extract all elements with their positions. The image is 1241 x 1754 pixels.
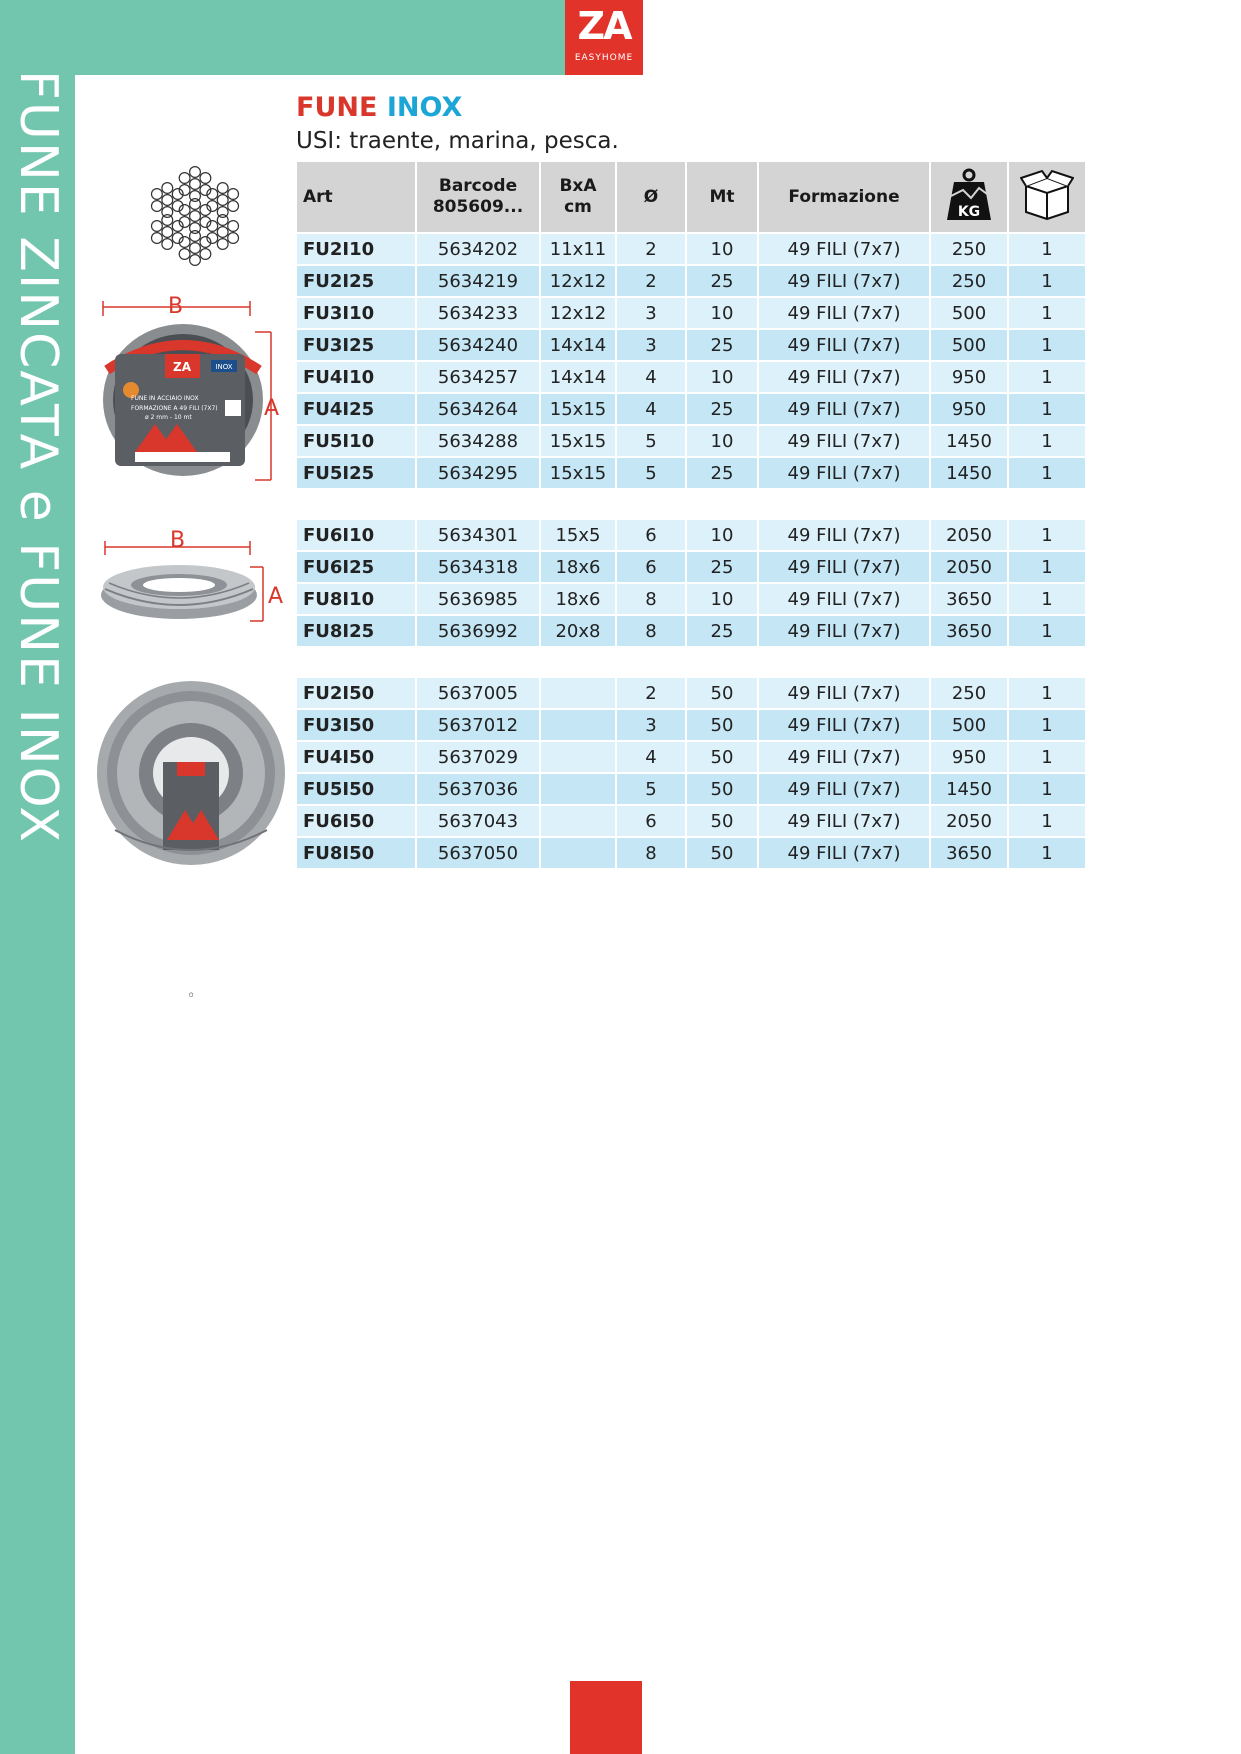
- cell-mt: 25: [687, 458, 757, 488]
- cell-art: FU8I10: [297, 584, 415, 614]
- cell-formation: 49 FILI (7x7): [759, 742, 929, 772]
- col-barcode: Barcode 805609...: [417, 162, 539, 232]
- pkg-line2: FORMAZIONE A 49 FILI (7X7): [131, 405, 218, 412]
- cell-formation: 49 FILI (7x7): [759, 330, 929, 360]
- cell-diameter: 3: [617, 298, 685, 328]
- table-body: [297, 234, 1085, 868]
- cell-kg: 950: [931, 394, 1007, 424]
- cell-barcode: 5634202: [417, 234, 539, 264]
- cell-bxa: 15x5: [541, 520, 615, 550]
- box-icon: [1020, 168, 1074, 220]
- wire-strand: [152, 189, 163, 200]
- cell-kg: 500: [931, 298, 1007, 328]
- page-title: [296, 92, 462, 123]
- cell-diameter: 8: [617, 838, 685, 868]
- wire-strand: [217, 227, 228, 238]
- cell-barcode: 5634318: [417, 552, 539, 582]
- dim-label-b-1: B: [168, 294, 184, 319]
- cell-kg: 250: [931, 234, 1007, 264]
- pkg-line1: FUNE IN ACCIAIO INOX: [131, 395, 199, 402]
- cell-diameter: 5: [617, 426, 685, 456]
- cell-art: FU6I25: [297, 552, 415, 582]
- cell-bxa: [541, 742, 615, 772]
- group-spacer: [297, 490, 1085, 518]
- cell-mt: 10: [687, 584, 757, 614]
- cell-bxa: 14x14: [541, 362, 615, 392]
- cell-formation: 49 FILI (7x7): [759, 520, 929, 550]
- logo-name: EASYHOME: [574, 53, 634, 63]
- wire-strand: [190, 191, 201, 202]
- cell-box: 1: [1009, 520, 1085, 550]
- bullet-mark: ◦: [187, 988, 196, 1004]
- cell-diameter: 4: [617, 742, 685, 772]
- cell-barcode: 5637012: [417, 710, 539, 740]
- wire-strand: [190, 231, 201, 242]
- spacer-cell: [297, 648, 1085, 676]
- cell-art: FU3I10: [297, 298, 415, 328]
- cell-mt: 10: [687, 426, 757, 456]
- wire-strand: [162, 207, 173, 218]
- cell-kg: 250: [931, 678, 1007, 708]
- wire-strand: [162, 227, 173, 238]
- cell-box: 1: [1009, 584, 1085, 614]
- cell-box: 1: [1009, 742, 1085, 772]
- wire-strand: [162, 239, 173, 250]
- cell-formation: 49 FILI (7x7): [759, 266, 929, 296]
- cell-diameter: 3: [617, 330, 685, 360]
- cell-mt: 25: [687, 266, 757, 296]
- table-row: [297, 742, 1085, 772]
- flat-coil-image: [95, 533, 290, 623]
- wire-strand: [190, 167, 201, 178]
- table-row: [297, 520, 1085, 550]
- cell-art: FU6I50: [297, 806, 415, 836]
- cell-bxa: [541, 774, 615, 804]
- wire-strand: [179, 173, 190, 184]
- cell-bxa: [541, 678, 615, 708]
- wire-strand: [152, 201, 163, 212]
- table-row: [297, 838, 1085, 868]
- table-row: [297, 458, 1085, 488]
- wire-strand: [200, 173, 211, 184]
- logo-mark: ZA: [577, 4, 631, 48]
- col-kg: [931, 162, 1007, 232]
- cell-kg: 3650: [931, 838, 1007, 868]
- cell-box: 1: [1009, 838, 1085, 868]
- cell-kg: 2050: [931, 520, 1007, 550]
- cell-mt: 10: [687, 520, 757, 550]
- cell-bxa: 18x6: [541, 552, 615, 582]
- cell-kg: 950: [931, 362, 1007, 392]
- top-band: [0, 0, 565, 75]
- cell-mt: 50: [687, 774, 757, 804]
- coil-package-image: [95, 292, 290, 485]
- cell-box: 1: [1009, 710, 1085, 740]
- cell-formation: 49 FILI (7x7): [759, 552, 929, 582]
- wire-strand: [190, 211, 201, 222]
- cell-bxa: 11x11: [541, 234, 615, 264]
- cell-box: 1: [1009, 266, 1085, 296]
- cell-diameter: 6: [617, 520, 685, 550]
- cell-diameter: 2: [617, 678, 685, 708]
- cell-mt: 10: [687, 362, 757, 392]
- table-row: [297, 806, 1085, 836]
- table-row: [297, 616, 1085, 646]
- wire-strand: [217, 183, 228, 194]
- cell-barcode: 5637043: [417, 806, 539, 836]
- cell-art: FU2I50: [297, 678, 415, 708]
- cell-mt: 50: [687, 838, 757, 868]
- cell-barcode: 5634288: [417, 426, 539, 456]
- cell-mt: 25: [687, 552, 757, 582]
- spacer-cell: [297, 490, 1085, 518]
- wire-cross-section-icon: [140, 160, 250, 272]
- cell-bxa: 15x15: [541, 426, 615, 456]
- cell-bxa: 12x12: [541, 298, 615, 328]
- weight-kg-icon: [945, 166, 993, 222]
- cell-box: 1: [1009, 616, 1085, 646]
- cell-kg: 1450: [931, 458, 1007, 488]
- cell-kg: 1450: [931, 426, 1007, 456]
- cell-box: 1: [1009, 394, 1085, 424]
- cell-mt: 10: [687, 298, 757, 328]
- cell-mt: 10: [687, 234, 757, 264]
- cell-bxa: [541, 710, 615, 740]
- wire-strand: [152, 221, 163, 232]
- cell-mt: 50: [687, 742, 757, 772]
- table-row: [297, 552, 1085, 582]
- cell-barcode: 5637029: [417, 742, 539, 772]
- col-art: Art: [297, 162, 415, 232]
- cell-diameter: 2: [617, 234, 685, 264]
- table-row: [297, 234, 1085, 264]
- cell-kg: 3650: [931, 584, 1007, 614]
- cell-kg: 1450: [931, 774, 1007, 804]
- cell-kg: 250: [931, 266, 1007, 296]
- wire-strand: [228, 189, 239, 200]
- table-row: [297, 298, 1085, 328]
- cell-diameter: 5: [617, 774, 685, 804]
- cell-diameter: 3: [617, 710, 685, 740]
- cell-formation: 49 FILI (7x7): [759, 584, 929, 614]
- cell-formation: 49 FILI (7x7): [759, 362, 929, 392]
- cell-barcode: 5634295: [417, 458, 539, 488]
- cell-art: FU4I50: [297, 742, 415, 772]
- cell-formation: 49 FILI (7x7): [759, 394, 929, 424]
- cell-barcode: 5637050: [417, 838, 539, 868]
- cell-barcode: 5634240: [417, 330, 539, 360]
- spec-table: [295, 160, 1087, 870]
- cell-bxa: 12x12: [541, 266, 615, 296]
- table-row: [297, 584, 1085, 614]
- cell-barcode: 5634301: [417, 520, 539, 550]
- title-inox: INOX: [386, 92, 463, 123]
- cell-mt: 50: [687, 678, 757, 708]
- table-row: [297, 678, 1085, 708]
- bottom-tab: [570, 1681, 642, 1754]
- cell-mt: 50: [687, 806, 757, 836]
- cell-formation: 49 FILI (7x7): [759, 678, 929, 708]
- brand-logo: [565, 0, 643, 75]
- cell-formation: 49 FILI (7x7): [759, 298, 929, 328]
- cell-box: 1: [1009, 426, 1085, 456]
- cell-barcode: 5634219: [417, 266, 539, 296]
- cell-diameter: 2: [617, 266, 685, 296]
- cell-box: 1: [1009, 806, 1085, 836]
- cell-kg: 3650: [931, 616, 1007, 646]
- cell-formation: 49 FILI (7x7): [759, 616, 929, 646]
- table-row: [297, 774, 1085, 804]
- cell-barcode: 5634264: [417, 394, 539, 424]
- cell-mt: 25: [687, 330, 757, 360]
- pkg-inox: INOX: [215, 363, 233, 371]
- cell-barcode: 5634257: [417, 362, 539, 392]
- col-formation: Formazione: [759, 162, 929, 232]
- cell-box: 1: [1009, 330, 1085, 360]
- uses-line: USI: traente, marina, pesca.: [296, 128, 619, 154]
- cell-barcode: 5636992: [417, 616, 539, 646]
- cell-art: FU3I25: [297, 330, 415, 360]
- table-row: [297, 330, 1085, 360]
- cell-box: 1: [1009, 552, 1085, 582]
- cell-art: FU4I25: [297, 394, 415, 424]
- cell-kg: 2050: [931, 552, 1007, 582]
- cell-art: FU4I10: [297, 362, 415, 392]
- cell-box: 1: [1009, 678, 1085, 708]
- cell-art: FU3I50: [297, 710, 415, 740]
- cell-art: FU5I10: [297, 426, 415, 456]
- cell-bxa: 14x14: [541, 330, 615, 360]
- cell-diameter: 6: [617, 806, 685, 836]
- cell-barcode: 5637036: [417, 774, 539, 804]
- cell-art: FU2I25: [297, 266, 415, 296]
- cell-art: FU5I50: [297, 774, 415, 804]
- wire-strand: [152, 233, 163, 244]
- vertical-title: FUNE ZINCATA e FUNE INOX: [8, 70, 68, 845]
- col-bxa: BxA cm: [541, 162, 615, 232]
- table-row: [297, 362, 1085, 392]
- cell-formation: 49 FILI (7x7): [759, 710, 929, 740]
- cell-bxa: 20x8: [541, 616, 615, 646]
- kg-label: KG: [957, 204, 981, 220]
- cell-box: 1: [1009, 362, 1085, 392]
- cell-barcode: 5637005: [417, 678, 539, 708]
- cell-barcode: 5636985: [417, 584, 539, 614]
- cell-mt: 25: [687, 616, 757, 646]
- wire-strand: [217, 195, 228, 206]
- wire-strand: [200, 249, 211, 260]
- pkg-brand: ZA: [173, 360, 191, 374]
- dim-label-b-2: B: [170, 528, 186, 553]
- header-row: [297, 162, 1085, 232]
- cell-art: FU2I10: [297, 234, 415, 264]
- cell-diameter: 5: [617, 458, 685, 488]
- cell-box: 1: [1009, 458, 1085, 488]
- cell-diameter: 4: [617, 362, 685, 392]
- dim-label-a-2: A: [268, 584, 284, 609]
- cell-diameter: 8: [617, 584, 685, 614]
- cell-bxa: [541, 806, 615, 836]
- cell-kg: 950: [931, 742, 1007, 772]
- wire-strand: [190, 179, 201, 190]
- table-row: [297, 266, 1085, 296]
- reel-image: [95, 680, 290, 866]
- wire-strand: [228, 201, 239, 212]
- wire-strand: [162, 195, 173, 206]
- cell-bxa: [541, 838, 615, 868]
- cell-formation: 49 FILI (7x7): [759, 806, 929, 836]
- wire-strand: [162, 183, 173, 194]
- col-mt: Mt: [687, 162, 757, 232]
- cell-formation: 49 FILI (7x7): [759, 458, 929, 488]
- cell-box: 1: [1009, 234, 1085, 264]
- group-spacer: [297, 648, 1085, 676]
- cell-diameter: 8: [617, 616, 685, 646]
- cell-kg: 500: [931, 710, 1007, 740]
- dim-label-a-1: A: [264, 396, 280, 421]
- cell-formation: 49 FILI (7x7): [759, 234, 929, 264]
- cell-bxa: 18x6: [541, 584, 615, 614]
- cell-box: 1: [1009, 774, 1085, 804]
- wire-strand: [190, 243, 201, 254]
- cell-diameter: 4: [617, 394, 685, 424]
- cell-kg: 2050: [931, 806, 1007, 836]
- cell-mt: 25: [687, 394, 757, 424]
- wire-strand: [228, 221, 239, 232]
- pkg-line3: ø 2 mm - 10 mt: [145, 414, 192, 421]
- cell-diameter: 6: [617, 552, 685, 582]
- col-box: [1009, 162, 1085, 232]
- cell-art: FU8I25: [297, 616, 415, 646]
- sidebar-band: [0, 0, 75, 1754]
- cell-art: FU8I50: [297, 838, 415, 868]
- cell-box: 1: [1009, 298, 1085, 328]
- table-row: [297, 710, 1085, 740]
- wire-strand: [190, 255, 201, 266]
- cell-barcode: 5634233: [417, 298, 539, 328]
- cell-formation: 49 FILI (7x7): [759, 774, 929, 804]
- table-row: [297, 394, 1085, 424]
- wire-strand: [179, 249, 190, 260]
- cell-mt: 50: [687, 710, 757, 740]
- cell-bxa: 15x15: [541, 458, 615, 488]
- col-diameter: Ø: [617, 162, 685, 232]
- cell-bxa: 15x15: [541, 394, 615, 424]
- table-row: [297, 426, 1085, 456]
- cell-kg: 500: [931, 330, 1007, 360]
- cell-art: FU5I25: [297, 458, 415, 488]
- cell-formation: 49 FILI (7x7): [759, 426, 929, 456]
- wire-strand: [217, 207, 228, 218]
- cell-art: FU6I10: [297, 520, 415, 550]
- wire-strand: [228, 233, 239, 244]
- title-fune: FUNE: [296, 92, 378, 123]
- cell-formation: 49 FILI (7x7): [759, 838, 929, 868]
- wire-strand: [217, 239, 228, 250]
